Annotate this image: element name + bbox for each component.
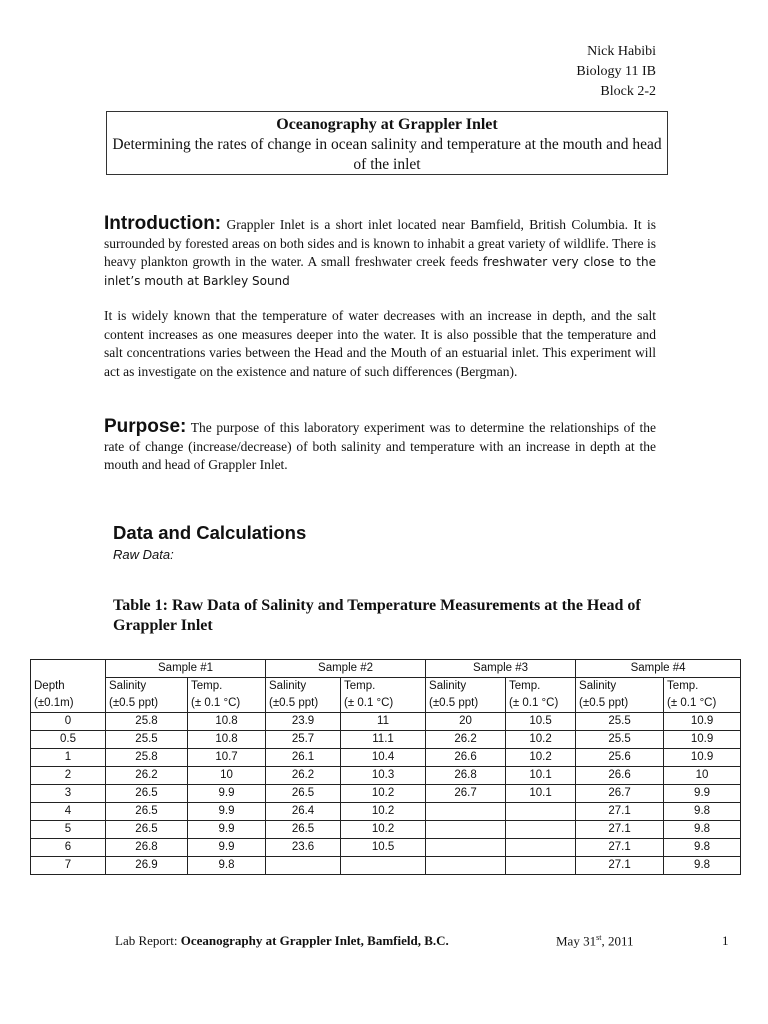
unit-row [31,695,741,713]
temp-cell: 9.9 [188,821,266,839]
temp-unit: (± 0.1 °C) [341,695,426,713]
table-row [31,821,741,839]
report-title: Oceanography at Grappler Inlet [276,116,498,133]
salinity-cell: 25.8 [106,749,188,767]
salinity-cell: 26.1 [266,749,341,767]
depth-cell: 4 [31,803,106,821]
salinity-cell: 26.5 [266,785,341,803]
footer-report-line [115,933,449,949]
temp-cell: 10.4 [341,749,426,767]
salinity-cell: 27.1 [576,857,664,875]
salinity-cell: 26.2 [106,767,188,785]
temp-cell: 10.9 [664,749,741,767]
salinity-cell: 25.8 [106,713,188,731]
depth-cell: 1 [31,749,106,767]
depth-label: Depth [31,678,106,696]
temp-cell: 10.5 [341,839,426,857]
salinity-cell: 26.5 [266,821,341,839]
temp-cell: 10.2 [341,803,426,821]
sample-header-row [31,660,741,678]
salinity-cell: 25.5 [106,731,188,749]
temp-cell: 10.9 [664,713,741,731]
salinity-cell: 26.2 [266,767,341,785]
raw-data-subheading: Raw Data: [113,547,174,562]
raw-data-table [30,659,741,875]
depth-cell: 0.5 [31,731,106,749]
temp-cell [506,803,576,821]
author-block [576,42,656,102]
salinity-cell: 26.8 [106,839,188,857]
footer-date-suffix: st [596,933,602,942]
salinity-cell: 25.5 [576,713,664,731]
temp-cell: 10.5 [506,713,576,731]
salinity-cell [426,803,506,821]
depth-cell: 5 [31,821,106,839]
salinity-unit: (±0.5 ppt) [426,695,506,713]
salinity-cell: 26.2 [426,731,506,749]
temp-cell: 9.8 [664,821,741,839]
temp-cell: 10.2 [341,821,426,839]
temp-cell: 9.9 [188,803,266,821]
temp-cell [506,839,576,857]
salinity-cell: 26.7 [576,785,664,803]
temp-cell: 10.7 [188,749,266,767]
table-body [31,713,741,875]
introduction-paragraph-1 [104,215,656,290]
table-row [31,749,741,767]
salinity-cell: 26.9 [106,857,188,875]
salinity-cell: 23.6 [266,839,341,857]
salinity-cell: 26.5 [106,785,188,803]
sample-3-header: Sample #3 [426,660,576,678]
temp-cell: 10.1 [506,767,576,785]
temp-cell: 9.9 [188,785,266,803]
block-name: Block 2-2 [600,84,656,99]
temp-unit: (± 0.1 °C) [664,695,741,713]
sample-1-header: Sample #1 [106,660,266,678]
salinity-unit: (±0.5 ppt) [266,695,341,713]
salinity-label: Salinity [576,678,664,696]
salinity-unit: (±0.5 ppt) [576,695,664,713]
depth-cell: 6 [31,839,106,857]
sample-2-header: Sample #2 [266,660,426,678]
table-row [31,767,741,785]
temp-cell: 10.8 [188,731,266,749]
temp-unit: (± 0.1 °C) [506,695,576,713]
temp-cell: 10.2 [506,749,576,767]
title-box [106,111,668,175]
salinity-cell: 25.6 [576,749,664,767]
temp-unit: (± 0.1 °C) [188,695,266,713]
salinity-cell: 25.7 [266,731,341,749]
table-caption: Table 1: Raw Data of Salinity and Temperature Measurements at the Head of Grappler Inlet [113,597,641,634]
temp-cell: 9.8 [664,857,741,875]
author-name: Nick Habibi [587,44,656,59]
footer-date-day: May 31 [556,933,597,949]
salinity-label: Salinity [266,678,341,696]
temp-cell: 10.8 [188,713,266,731]
temp-cell: 10 [664,767,741,785]
corner-cell [31,660,106,678]
report-subtitle: Determining the rates of change in ocean salinity and temperature at the mouth and head of the inlet [112,136,662,173]
salinity-cell: 20 [426,713,506,731]
salinity-cell: 26.4 [266,803,341,821]
temp-cell: 10.2 [506,731,576,749]
salinity-cell: 26.8 [426,767,506,785]
temp-cell: 10.3 [341,767,426,785]
table-row [31,803,741,821]
salinity-cell: 26.7 [426,785,506,803]
salinity-cell: 26.5 [106,821,188,839]
purpose-paragraph [104,418,656,475]
salinity-cell [426,839,506,857]
salinity-cell: 27.1 [576,821,664,839]
column-label-row [31,678,741,696]
temp-cell: 11.1 [341,731,426,749]
footer-page-number: 1 [722,933,729,948]
introduction-heading: Introduction: [104,213,222,234]
depth-cell: 3 [31,785,106,803]
temp-label: Temp. [506,678,576,696]
temp-cell: 9.8 [188,857,266,875]
depth-cell: 2 [31,767,106,785]
temp-label: Temp. [664,678,741,696]
course-name: Biology 11 IB [576,64,656,79]
temp-cell: 9.8 [664,803,741,821]
salinity-cell: 25.5 [576,731,664,749]
salinity-label: Salinity [426,678,506,696]
salinity-cell: 23.9 [266,713,341,731]
table-row [31,713,741,731]
salinity-cell [426,857,506,875]
table-row [31,731,741,749]
depth-cell: 7 [31,857,106,875]
temp-label: Temp. [188,678,266,696]
temp-cell [506,821,576,839]
salinity-cell: 26.6 [576,767,664,785]
table-row [31,857,741,875]
temp-cell: 10.9 [664,731,741,749]
purpose-heading: Purpose: [104,416,187,437]
temp-cell: 11 [341,713,426,731]
introduction-text: Grappler Inlet is a short inlet located near Bamfield, British Columbia. It is surrounded by forested areas on both sides and is known to inhabit a great variety of wildlife. There is heavy plankton growth in the water. A small freshwater creek feeds [104,217,657,270]
sample-4-header: Sample #4 [576,660,741,678]
purpose-text: The purpose of this laboratory experiment was to determine the relationships of the rate of change (increase/decrease) of both salinity and temperature with an increase in depth at the mouth and head of Grappler Inlet. [104,420,656,473]
footer-date-year: , 2011 [601,933,634,949]
data-section-heading: Data and Calculations [113,522,307,543]
salinity-cell: 26.6 [426,749,506,767]
introduction-paragraph-2: It is widely known that the temperature of water decreases with an increase in depth, and the salt content increases as one measures deeper into the water. It is also possible that the temperature and salt concentrations varies between the Head and the Mouth of an estuarial inlet. This experiment will act as investigate on the existence and nature of such differences (Bergman). [104,308,656,379]
depth-unit: (±0.1m) [31,695,106,713]
temp-cell: 10.2 [341,785,426,803]
salinity-label: Salinity [106,678,188,696]
salinity-cell: 26.5 [106,803,188,821]
salinity-cell [426,821,506,839]
footer-date [556,933,633,949]
footer-label: Lab Report: [115,933,178,948]
temp-cell: 9.9 [664,785,741,803]
table-row [31,785,741,803]
temp-cell [341,857,426,875]
salinity-cell: 27.1 [576,839,664,857]
introduction-text-tail: freshwater very close to the inlet’s mouth at Barkley Sound [104,255,656,288]
temp-cell: 10.1 [506,785,576,803]
salinity-cell: 27.1 [576,803,664,821]
depth-cell: 0 [31,713,106,731]
table-row [31,839,741,857]
temp-label: Temp. [341,678,426,696]
temp-cell [506,857,576,875]
temp-cell: 10 [188,767,266,785]
salinity-unit: (±0.5 ppt) [106,695,188,713]
footer-report-title: Oceanography at Grappler Inlet, Bamfield, B.C. [180,933,449,948]
temp-cell: 9.9 [188,839,266,857]
temp-cell: 9.8 [664,839,741,857]
salinity-cell [266,857,341,875]
